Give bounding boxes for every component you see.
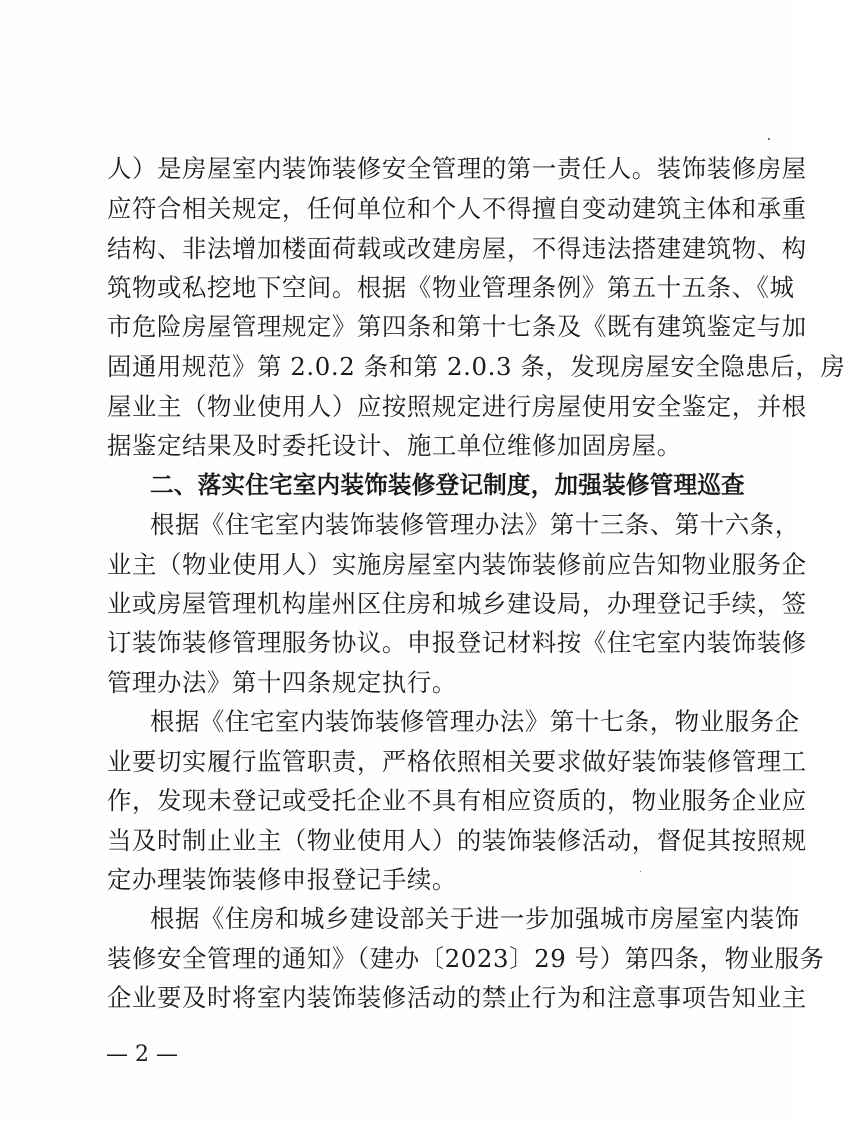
body-line-18: 当及时制止业主（物业使用人）的装饰装修活动，督促其按照规 bbox=[107, 826, 807, 855]
body-line-21: 装修安全管理的通知》（建办〔2023〕29 号）第四条，物业服务 bbox=[107, 944, 825, 973]
scan-speck bbox=[640, 871, 641, 872]
body-line-12: 业或房屋管理机构崖州区住房和城乡建设局，办理登记手续，签 bbox=[107, 589, 807, 618]
scan-speck bbox=[768, 138, 770, 140]
body-line-20: 根据《住房和城乡建设部关于进一步加强城市房屋室内装饰 bbox=[150, 904, 800, 933]
body-line-5: 市危险房屋管理规定》第四条和第十七条及《既有建筑鉴定与加 bbox=[107, 312, 807, 341]
body-line-15: 根据《住宅室内装饰装修管理办法》第十七条，物业服务企 bbox=[150, 707, 800, 736]
body-line-3: 结构、非法增加楼面荷载或改建房屋，不得违法搭建建筑物、构 bbox=[107, 234, 807, 263]
body-line-7: 屋业主（物业使用人）应按照规定进行房屋使用安全鉴定，并根 bbox=[107, 392, 807, 421]
body-line-10: 根据《住宅室内装饰装修管理办法》第十三条、第十六条， bbox=[150, 510, 800, 539]
body-line-22: 企业要及时将室内装饰装修活动的禁止行为和注意事项告知业主 bbox=[107, 983, 807, 1012]
body-line-17: 作，发现未登记或受托企业不具有相应资质的，物业服务企业应 bbox=[107, 786, 807, 815]
body-line-11: 业主（物业使用人）实施房屋室内装饰装修前应告知物业服务企 bbox=[107, 550, 807, 579]
body-line-1: 人）是房屋室内装饰装修安全管理的第一责任人。装饰装修房屋 bbox=[107, 154, 807, 183]
body-line-4: 筑物或私挖地下空间。根据《物业管理条例》第五十五条、《城 bbox=[107, 273, 795, 302]
body-line-2: 应符合相关规定，任何单位和个人不得擅自变动建筑主体和承重 bbox=[107, 194, 807, 223]
body-line-13: 订装饰装修管理服务协议。申报登记材料按《住宅室内装饰装修 bbox=[107, 628, 807, 657]
body-line-8: 据鉴定结果及时委托设计、施工单位维修加固房屋。 bbox=[107, 431, 682, 460]
body-line-19: 定办理装饰装修申报登记手续。 bbox=[107, 865, 457, 894]
body-line-14: 管理办法》第十四条规定执行。 bbox=[107, 668, 457, 697]
page-number: — 2 — bbox=[106, 1042, 178, 1067]
body-line-16: 业要切实履行监管职责，严格依照相关要求做好装饰装修管理工 bbox=[107, 747, 807, 776]
body-line-6: 固通用规范》第 2.0.2 条和第 2.0.3 条，发现房屋安全隐患后，房 bbox=[107, 352, 845, 381]
section-heading: 二、落实住宅室内装饰装修登记制度，加强装修管理巡查 bbox=[150, 471, 745, 499]
